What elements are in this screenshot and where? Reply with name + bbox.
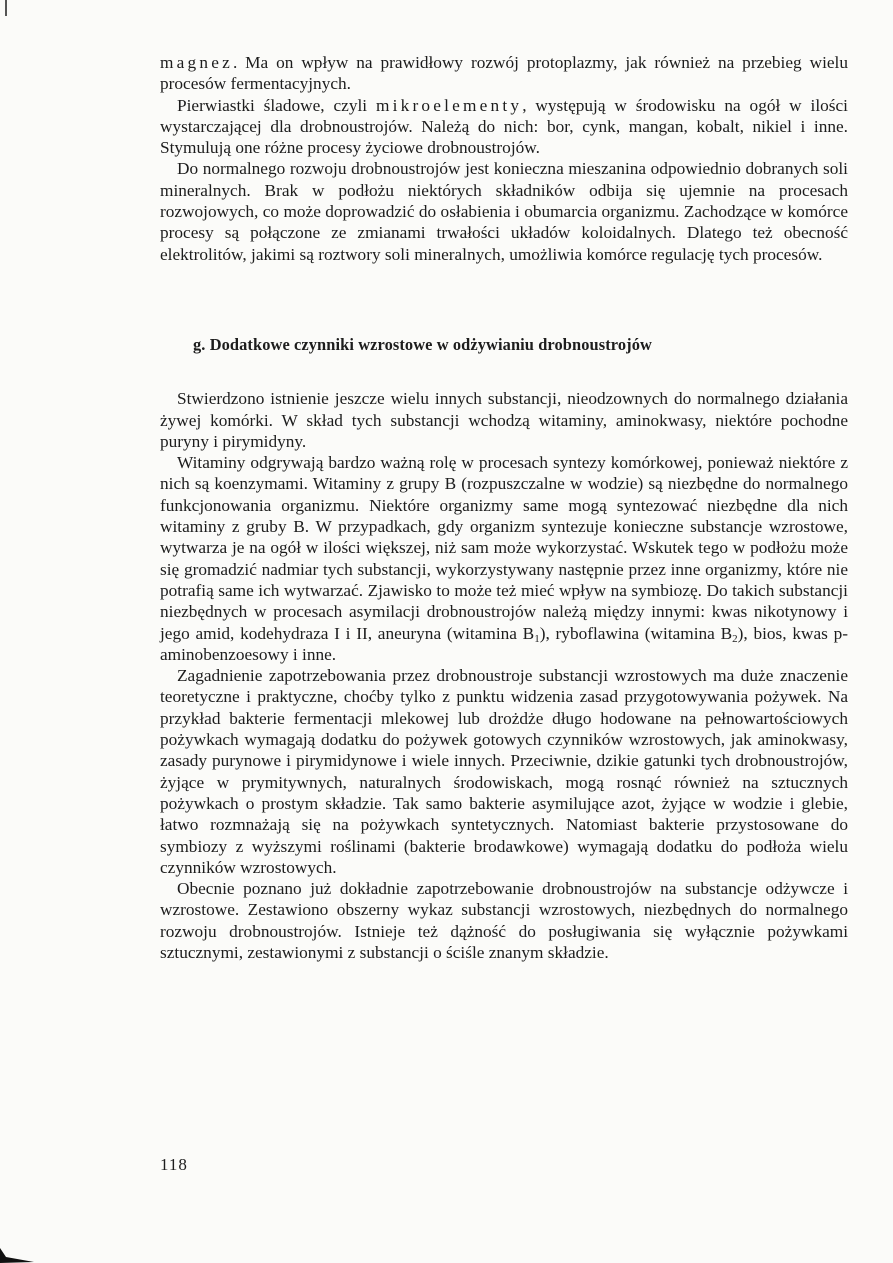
paragraph: Do normalnego rozwoju drobnoustrojów jest konieczna mieszanina odpowiednio dobranych soli mineralnych. Brak w podłożu niektórych składników odbija się ujemnie na procesach rozwojowych, co może doprowadzić do osłabienia i obumarcia organizmu. Zachodzące w komórce procesy są połączone ze zmianami trwałości układów koloidalnych. Dlatego też obecność elektrolitów, jakimi są roztwory soli mineralnych, umożliwia komórce regulację tych procesów. xyxy=(160,159,848,264)
scan-edge-tick xyxy=(5,0,7,16)
subscript: 1 xyxy=(534,632,540,645)
subscript: 2 xyxy=(732,632,738,645)
paragraph-text: ), bios, kwas p-aminobenzoesowy i inne. xyxy=(160,623,849,664)
paragraph-text: ), ryboflawina (witamina B xyxy=(539,623,733,643)
section-heading: g. Dodatkowe czynniki wzrostowe w odżywianiu drobnoustrojów xyxy=(193,334,652,354)
page-body xyxy=(160,52,848,963)
paragraph xyxy=(160,52,848,95)
paragraph: Zagadnienie zapotrzebowania przez drobnoustroje substancji wzrostowych ma duże znaczenie teoretyczne i praktyczne, choćby tylko z punktu widzenia zasad przygotowywania pożywek. Na przykład bakterie fermentacji mlekowej lub drożdże długo hodowane na pełnowartościowych pożywkach wymagają dodatku do pożywek gotowych czynników wzrostowych, jak aminokwasy, zasady purynowe i pirymidynowe i wiele innych. Przeciwnie, dzikie gatunki tych drobnoustrojów, żyjące w prymitywnych, naturalnych środowiskach, mogą rosnąć również na sztucznych pożywkach o prostym składzie. Tak samo bakterie asymilujące azot, żyjące w wodzie i glebie, łatwo rozmnażają się na pożywkach syntetycznych. Natomiast bakterie przystosowane do symbiozy z wyższymi roślinami (bakterie brodawkowe) wymagają dodatku do podłoża wielu czynników wzrostowych. xyxy=(160,666,848,877)
paragraph-text: , występują w środowisku na ogół w ilości wystarczającej dla drobnoustrojów. Należą do nich: bor, cynk, mangan, kobalt, nikiel i inne. Stymulują one różne procesy życiowe drobnoustrojów. xyxy=(160,95,848,158)
spaced-term: magnez xyxy=(160,53,233,72)
paragraph-text: Pierwiastki śladowe, czyli xyxy=(177,95,376,115)
paragraph xyxy=(160,452,848,665)
paragraph: Obecnie poznano już dokładnie zapotrzebowanie drobnoustrojów na substancje odżywcze i wzrostowe. Zestawiono obszerny wykaz substancji wzrostowych, niezbędnych do normalnego rozwoju drobnoustrojów. Istnieje też dążność do posługiwania się wyłącznie pożywkami sztucznymi, zestawionymi z substancji o ściśle znanym składzie. xyxy=(160,879,848,962)
spaced-term: mikroelementy xyxy=(375,95,523,115)
page-number: 118 xyxy=(160,1155,188,1174)
paragraph-text: . Ma on wpływ na prawidłowy rozwój protoplazmy, jak również na przebieg wielu procesów fermentacyjnych. xyxy=(160,53,848,94)
paragraph: Stwierdzono istnienie jeszcze wielu innych substancji, nieodzownych do normalnego działania żywej komórki. W skład tych substancji wchodzą witaminy, aminokwasy, niektóre pochodne puryny i pirymidyny. xyxy=(160,389,848,451)
paragraph-text: Witaminy odgrywają bardzo ważną rolę w procesach syntezy komórkowej, ponieważ niektóre z nich są koenzymami. Witaminy z grupy B (rozpuszczalne w wodzie) są niezbędne do normalnego funkcjonowania organizmu. Niektóre organizmy same mogą syntezować niezbędne dla nich witaminy z gruby B. W przypadkach, gdy organizm syntezuje konieczne substancje wzrostowe, wytwarza je na ogół w ilości większej, niż sam może wykorzystać. Wskutek tego w podłożu może się gromadzić nadmiar tych substancji, wykorzystywany następnie przez inne organizmy, które nie potrafią same ich wytwarzać. Zjawisko to może też mieć wpływ na symbiozę. Do takich substancji niezbędnych w procesach asymilacji drobnoustrojów należą między innymi: kwas nikotynowy i jego amid, kodehydraza I i II, aneuryna (witamina B xyxy=(160,453,848,643)
scan-edge-mark xyxy=(0,1248,34,1263)
paragraph xyxy=(160,95,848,159)
